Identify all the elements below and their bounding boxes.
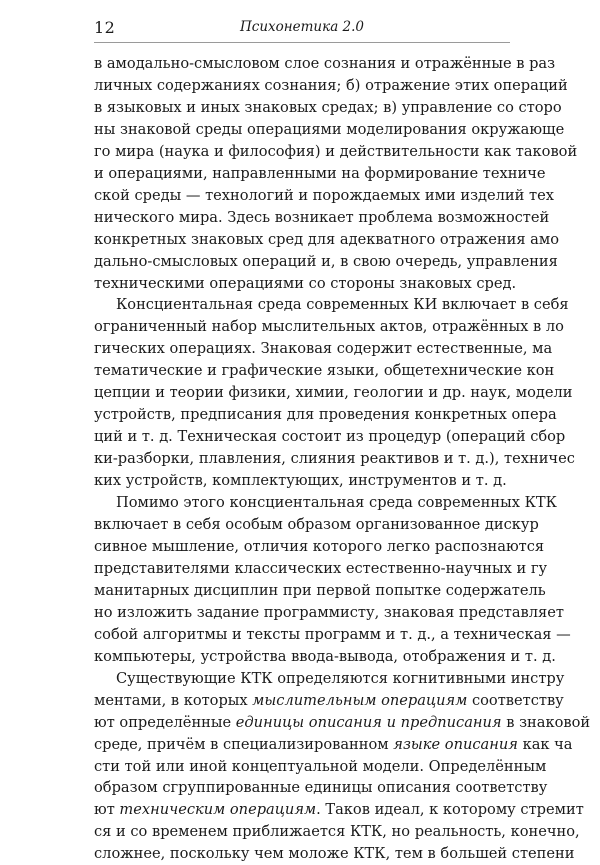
text-line: ны знаковой среды операциями моделирования окружающе: [94, 120, 565, 138]
text-line: манитарных дисциплин при первой попытке содержатель: [94, 581, 546, 599]
text-line: ся и со временем приближается КТК, но реальность, конечно,: [94, 823, 580, 841]
text-line: собой алгоритмы и тексты программ и т. д., а техническая —: [94, 625, 571, 643]
text-line: Помимо этого консциентальная среда современных КТК: [116, 494, 557, 512]
text-line: и операциями, направленными на формирование техниче: [94, 164, 546, 182]
text-line: в языковых и иных знаковых средах; в) управление со сторо: [94, 98, 562, 116]
header-rule: [94, 42, 510, 43]
text-line: ки-разборки, плавления, слияния реактивов и т. д.), техничес: [94, 450, 575, 468]
text-line: ют определённые единицы описания и предписания в знаковой: [94, 713, 591, 731]
text-line: но изложить задание программисту, знаковая представляет: [94, 603, 564, 621]
text-line: тематические и графические языки, общетехнические кон: [94, 362, 555, 380]
text-line: устройств, предписания для проведения конкретных опера: [94, 406, 557, 424]
text-line: среде, причём в специализированном языке описания как ча: [94, 735, 573, 753]
text-line: сти той или иной концептуальной модели. Определённым: [94, 757, 547, 775]
text-line: ской среды — технологий и порождаемых ими изделий тех: [94, 186, 554, 204]
text-line: нического мира. Здесь возникает проблема возможностей: [94, 208, 550, 226]
running-title: Психонетика 2.0: [239, 19, 365, 35]
text-line: в амодально-смысловом слое сознания и отражённые в раз: [94, 55, 556, 72]
text-line: представителями классических естественно-научных и гу: [94, 559, 548, 577]
text-line: Существующие КТК определяются когнитивными инстру: [116, 669, 565, 687]
text-line: компьютеры, устройства ввода-вывода, отображения и т. д.: [94, 647, 556, 665]
page-header: [94, 18, 510, 40]
text-line: образом сгруппированные единицы описания соответству: [94, 779, 548, 797]
text-line: ций и т. д. Техническая состоит из процедур (операций сбор: [94, 428, 566, 446]
text-line: ментами, в которых мыслительным операциям соответству: [94, 691, 564, 709]
page-number: 12: [94, 18, 116, 37]
text-line: сложнее, поскольку чем моложе КТК, тем в большей степени: [94, 845, 575, 863]
text-line: техническими операциями со стороны знаковых сред.: [94, 274, 517, 292]
text-line: ких устройств, комплектующих, инструментов и т. д.: [94, 472, 507, 490]
text-line: личных содержаниях сознания; б) отражение этих операций: [94, 76, 568, 94]
text-line: го мира (наука и философия) и действительности как таковой: [94, 142, 578, 160]
text-line: гических операциях. Знаковая содержит естественные, ма: [94, 340, 553, 358]
text-line: цепции и теории физики, химии, геологии и др. наук, модели: [94, 384, 573, 402]
text-line: включает в себя особым образом организованное дискур: [94, 516, 539, 534]
text-line: ют техническим операциям. Таков идеал, к которому стремит: [94, 801, 584, 819]
text-line: дально-смысловых операций и, в свою очередь, управления: [94, 252, 558, 270]
body-text: [94, 53, 591, 865]
text-line: ограниченный набор мыслительных актов, отражённых в ло: [94, 318, 564, 336]
text-line: Консциентальная среда современных КИ включает в себя: [116, 296, 569, 314]
text-line: сивное мышление, отличия которого легко распознаются: [94, 537, 545, 555]
text-line: конкретных знаковых сред для адекватного отражения амо: [94, 230, 560, 248]
